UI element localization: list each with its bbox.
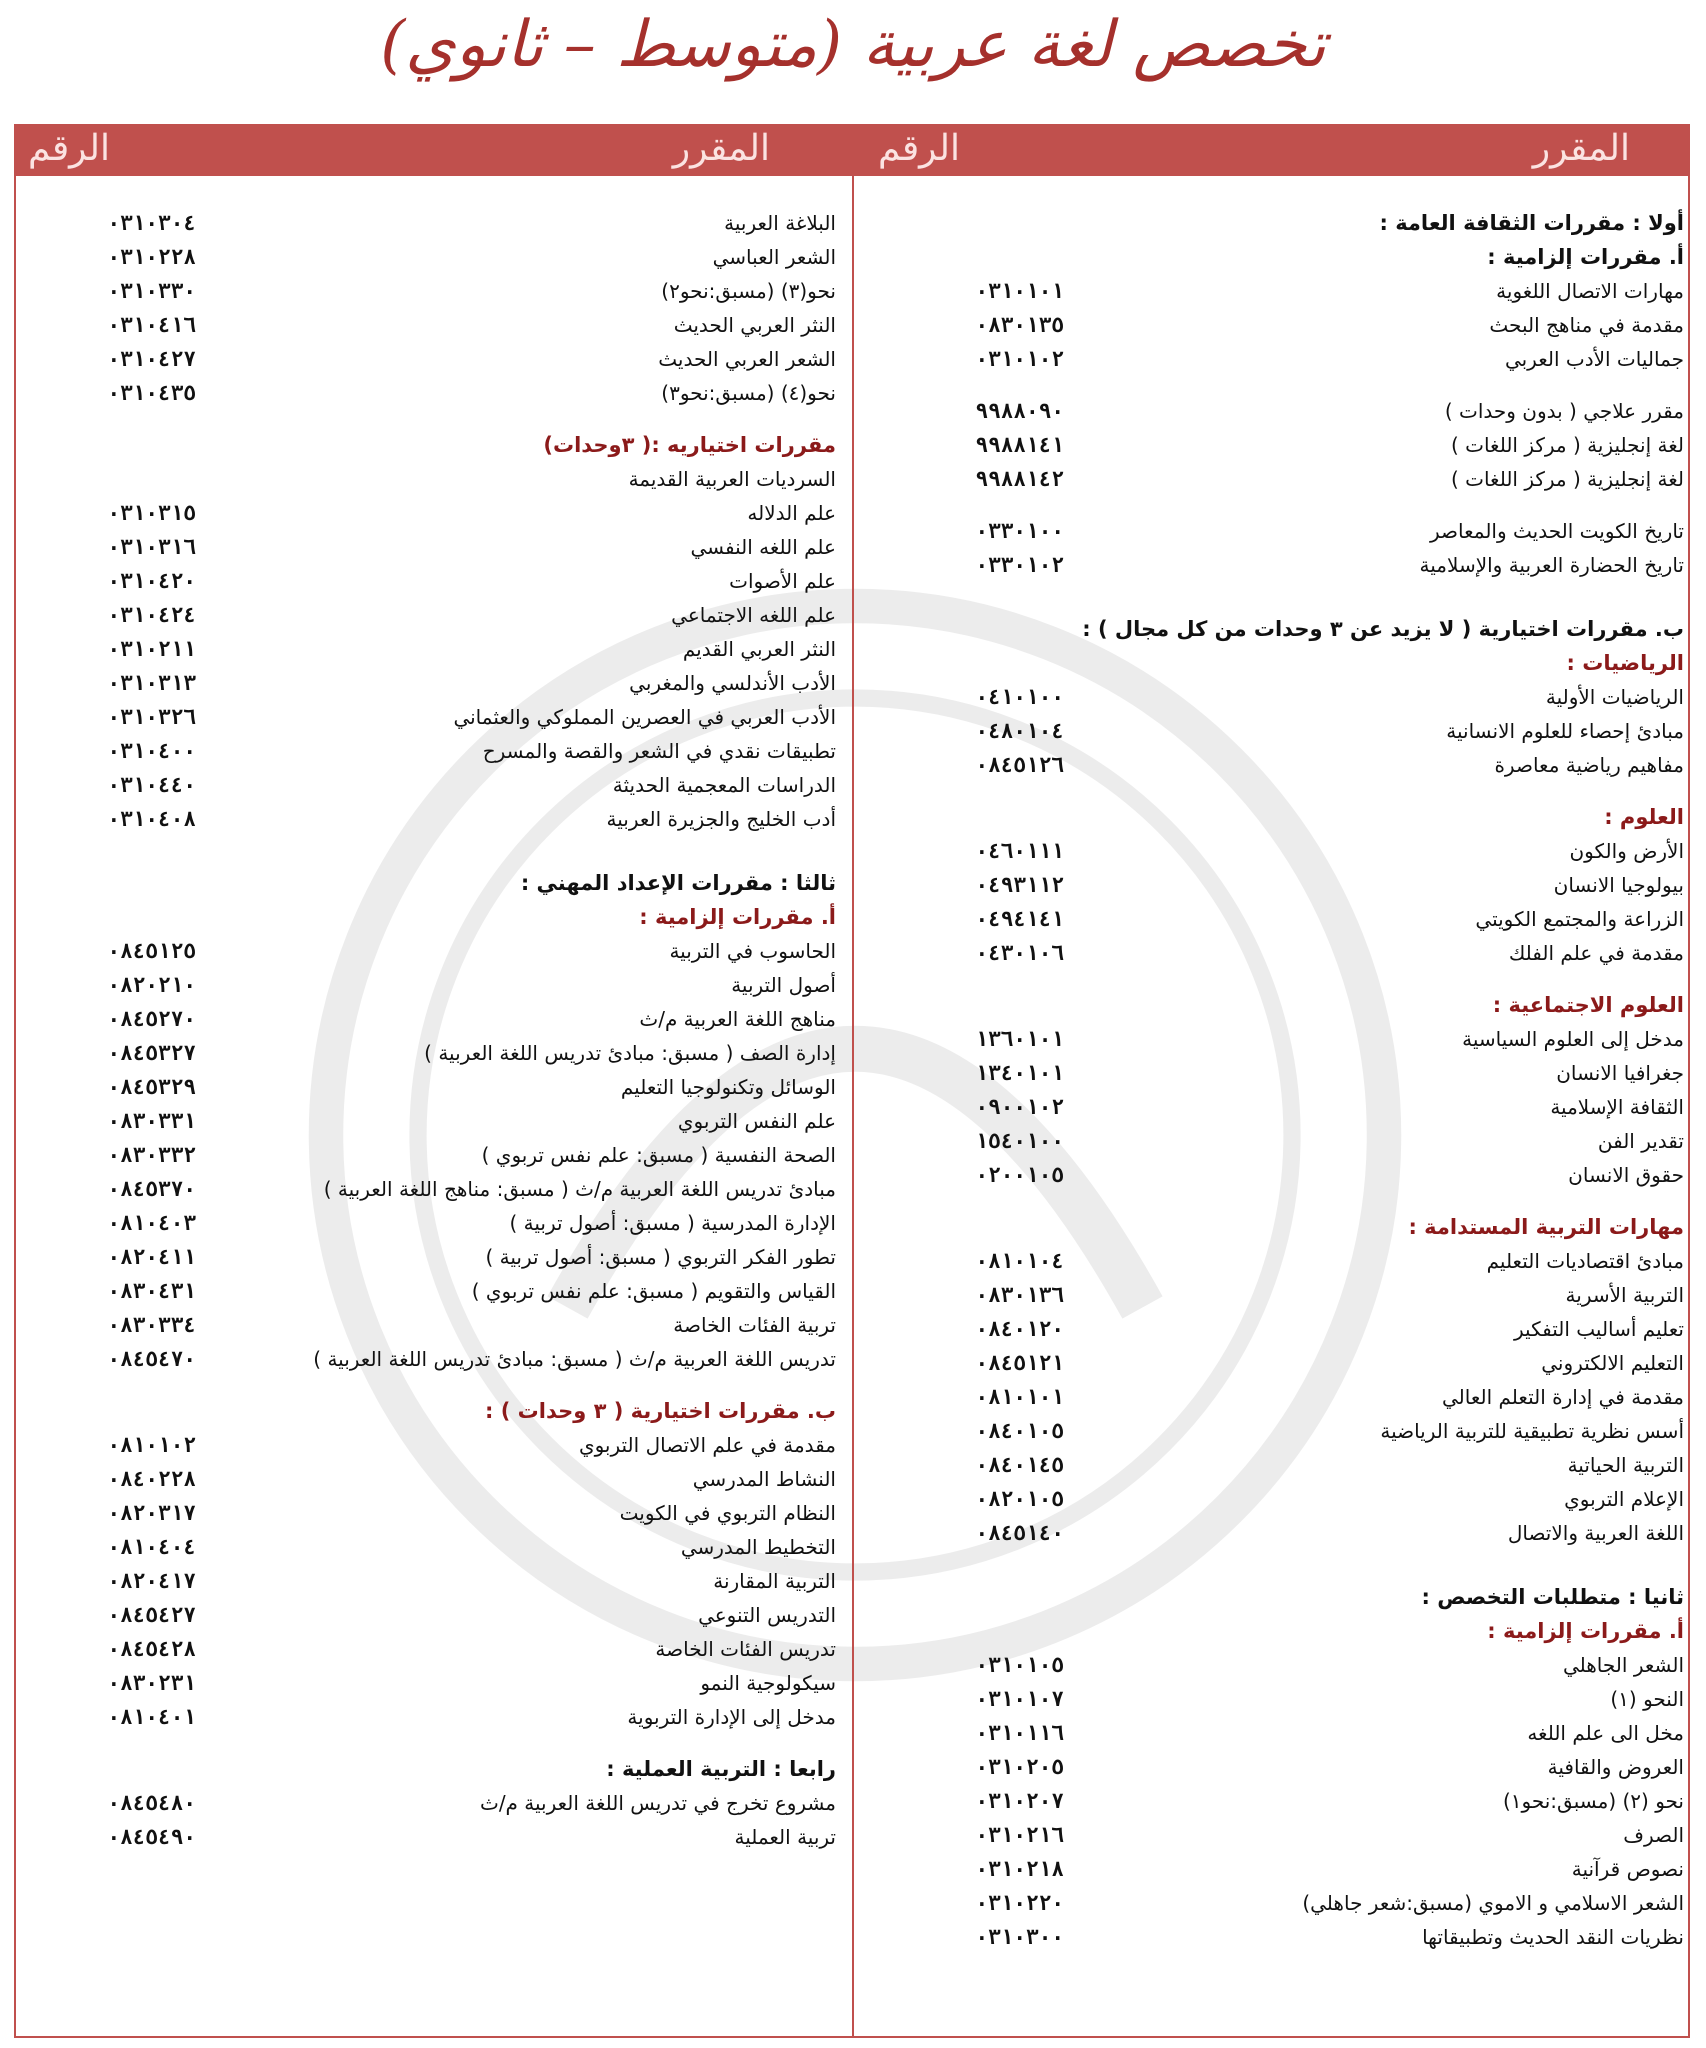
course-code: ١٣٤٠١٠١ <box>975 1061 1064 1085</box>
course-row <box>36 1240 836 1274</box>
course-code: ٠٣١٠٣١٣ <box>107 671 196 695</box>
spacer <box>864 376 1684 394</box>
course-row <box>864 1482 1684 1516</box>
course-name: التربية المقارنة <box>713 1569 836 1593</box>
course-row <box>864 1022 1684 1056</box>
course-row <box>864 428 1684 462</box>
course-name: النظام التربوي في الكويت <box>619 1501 836 1525</box>
course-name: مقدمة في مناهج البحث <box>1489 313 1684 337</box>
course-code: ٠٨٣٠٤٣١ <box>107 1279 196 1303</box>
spacer <box>36 836 836 866</box>
course-code: ٠٢٠٠١٠٥ <box>975 1163 1064 1187</box>
course-row <box>864 868 1684 902</box>
course-name: أصول التربية <box>731 973 836 997</box>
course-code: ٠٤٨٠١٠٤ <box>975 719 1064 743</box>
course-name: مفاهيم رياضية معاصرة <box>1494 753 1684 777</box>
course-name: التربية الحياتية <box>1567 1453 1684 1477</box>
course-name: مهارات الاتصال اللغوية <box>1496 279 1684 303</box>
course-name: علم اللغه الاجتماعي <box>671 603 836 627</box>
spacer <box>864 1192 1684 1210</box>
course-name: علم الأصوات <box>729 569 836 593</box>
course-row <box>864 680 1684 714</box>
course-name: التعليم الالكتروني <box>1541 1351 1684 1375</box>
course-name: الصرف <box>1623 1823 1684 1847</box>
course-row <box>36 598 836 632</box>
course-code: ٠٣١٠٣١٥ <box>107 501 196 525</box>
course-code: ٠٣١٠١٠٧ <box>975 1687 1064 1711</box>
section-title: ب. مقررات اختيارية ( لا يزيد عن ٣ وحدات من كل مجال ) : <box>1082 617 1684 641</box>
course-row <box>864 1090 1684 1124</box>
section-title: أ. مقررات إلزامية : <box>639 905 836 929</box>
section-title: ثانيا : متطلبات التخصص : <box>1421 1585 1684 1609</box>
course-code: ٠٨١٠١٠٢ <box>107 1433 196 1457</box>
course-name: أدب الخليج والجزيرة العربية <box>606 807 836 831</box>
course-code: ٠٨٤٥٤٨٠ <box>107 1791 196 1815</box>
course-code: ٠٣١٠١٠١ <box>975 279 1064 303</box>
course-name: مقدمة في إدارة التعلم العالي <box>1441 1385 1684 1409</box>
course-code: ٠٨٢٠٢١٠ <box>107 973 196 997</box>
spacer <box>36 1376 836 1394</box>
course-row <box>864 1886 1684 1920</box>
course-code: ٠٨١٠٤٠٤ <box>107 1535 196 1559</box>
course-row <box>36 1342 836 1376</box>
course-code: ٠٣١٠٢٠٥ <box>975 1755 1064 1779</box>
course-row <box>36 274 836 308</box>
course-name: التربية الأسرية <box>1565 1283 1684 1307</box>
course-code: ٠٣١٠٤٤٠ <box>107 773 196 797</box>
course-code: ٠٣٣٠١٠٠ <box>975 519 1064 543</box>
course-row <box>36 1598 836 1632</box>
left-column <box>36 206 836 1854</box>
course-name: السرديات العربية القديمة <box>628 467 836 491</box>
section-title: رابعا : التربية العملية : <box>606 1757 836 1781</box>
course-row <box>864 748 1684 782</box>
course-row <box>864 1852 1684 1886</box>
course-code: ٠٨٤٥٣٧٠ <box>107 1177 196 1201</box>
course-code: ٠٨٤٥٣٢٧ <box>107 1041 196 1065</box>
right-column <box>864 206 1684 1954</box>
course-code: ٩٩٨٨١٤١ <box>975 433 1064 457</box>
course-name: نحو(٣) (مسبق:نحو٢) <box>661 279 836 303</box>
course-name: النثر العربي القديم <box>682 637 836 661</box>
course-name: تاريخ الكويت الحديث والمعاصر <box>1430 519 1684 543</box>
course-code: ٠٨١٠٤٠٣ <box>107 1211 196 1235</box>
spacer <box>36 410 836 428</box>
course-row <box>864 936 1684 970</box>
course-row <box>36 1666 836 1700</box>
course-code: ٠٣١٠٣٣٠ <box>107 279 196 303</box>
header-number-left: الرقم <box>27 128 110 169</box>
section-title: ب. مقررات اختيارية ( ٣ وحدات ) : <box>485 1399 836 1423</box>
course-row <box>36 1462 836 1496</box>
course-row <box>864 1682 1684 1716</box>
course-code: ٩٩٨٨١٤٢ <box>975 467 1064 491</box>
course-row <box>36 462 836 496</box>
section-title: العلوم : <box>1604 805 1684 829</box>
section-heading <box>36 1394 836 1428</box>
course-code: ٠٣١٠١٠٢ <box>975 347 1064 371</box>
section-heading <box>36 900 836 934</box>
course-row <box>36 734 836 768</box>
course-code: ٠٨٤٥٤٧٠ <box>107 1347 196 1371</box>
course-name: الزراعة والمجتمع الكويتي <box>1475 907 1684 931</box>
course-row <box>36 968 836 1002</box>
course-code: ٠٣١٠٤٢٤ <box>107 603 196 627</box>
course-name: العروض والقافية <box>1547 1755 1684 1779</box>
course-name: الإعلام التربوي <box>1564 1487 1684 1511</box>
course-row <box>864 1124 1684 1158</box>
section-heading <box>36 866 836 900</box>
course-row <box>36 768 836 802</box>
course-code: ٠٣١٠٣٢٦ <box>107 705 196 729</box>
course-code: ٠٨٤٥٤٩٠ <box>107 1825 196 1849</box>
course-code: ٠٩٠٠١٠٢ <box>975 1095 1064 1119</box>
course-code: ٠٣١٠٣٠٠ <box>975 1925 1064 1949</box>
course-name: مدخل إلى الإدارة التربوية <box>627 1705 836 1729</box>
course-name: النشاط المدرسي <box>692 1467 836 1491</box>
course-code: ٠٣١٠٢١٨ <box>975 1857 1064 1881</box>
section-title: أ. مقررات إلزامية : <box>1487 1619 1684 1643</box>
course-name: تقدير الفن <box>1597 1129 1684 1153</box>
course-code: ١٣٦٠١٠١ <box>975 1027 1064 1051</box>
course-name: مخل الى علم اللغه <box>1527 1721 1684 1745</box>
course-name: الأدب العربي في العصرين المملوكي والعثماني <box>453 705 836 729</box>
course-name: الشعر الجاهلي <box>1562 1653 1684 1677</box>
course-row <box>864 308 1684 342</box>
course-row <box>36 530 836 564</box>
course-code: ٠٨١٠١٠٤ <box>975 1249 1064 1273</box>
course-row <box>36 934 836 968</box>
course-name: الحاسوب في التربية <box>669 939 836 963</box>
section-heading <box>864 646 1684 680</box>
course-name: تدريس الفئات الخاصة <box>655 1637 836 1661</box>
course-name: الدراسات المعجمية الحديثة <box>612 773 836 797</box>
course-code: ٠٣١٠٢٢٠ <box>975 1891 1064 1915</box>
course-code: ٠٣١٠١١٦ <box>975 1721 1064 1745</box>
course-name: بيولوجيا الانسان <box>1553 873 1684 897</box>
course-name: حقوق الانسان <box>1568 1163 1684 1187</box>
course-name: التخطيط المدرسي <box>680 1535 836 1559</box>
course-row <box>36 700 836 734</box>
course-name: التدريس التنوعي <box>698 1603 836 1627</box>
course-code: ٠٤١٠١٠٠ <box>975 685 1064 709</box>
course-name: النثر العربي الحديث <box>673 313 836 337</box>
course-row <box>36 632 836 666</box>
course-row <box>864 1056 1684 1090</box>
course-code: ٠٨٤٥١٢١ <box>975 1351 1064 1375</box>
page-title: تخصص لغة عربية (متوسط – ثانوي) <box>380 8 1326 82</box>
course-code: ٠٨٣٠٣٣٤ <box>107 1313 196 1337</box>
course-name: نصوص قرآنية <box>1571 1857 1684 1881</box>
course-code: ٠٣١٠٢٠٧ <box>975 1789 1064 1813</box>
course-name: تطور الفكر التربوي ( مسبق: أصول تربية ) <box>485 1245 836 1269</box>
course-code: ٠٣١٠١٠٥ <box>975 1653 1064 1677</box>
course-row <box>36 564 836 598</box>
course-name: تدريس اللغة العربية م/ث ( مسبق: مبادئ تدريس اللغة العربية ) <box>313 1347 836 1371</box>
course-row <box>864 1278 1684 1312</box>
course-code: ٠٣١٠٢٢٨ <box>107 245 196 269</box>
course-name: مشروع تخرج في تدريس اللغة العربية م/ث <box>479 1791 836 1815</box>
course-row <box>864 274 1684 308</box>
column-divider <box>852 124 854 2038</box>
header-course-left: المقرر <box>672 128 770 169</box>
section-heading <box>864 1210 1684 1244</box>
course-name: مدخل إلى العلوم السياسية <box>1462 1027 1684 1051</box>
course-code: ٠٣٣٠١٠٢ <box>975 553 1064 577</box>
course-name: الثقافة الإسلامية <box>1550 1095 1684 1119</box>
spacer <box>864 970 1684 988</box>
course-code: ٠٨١٠٤٠١ <box>107 1705 196 1729</box>
course-name: علم الدلاله <box>747 501 836 525</box>
course-row <box>36 1820 836 1854</box>
course-code: ٩٩٨٨٠٩٠ <box>975 399 1064 423</box>
course-name: الوسائل وتكنولوجيا التعليم <box>620 1075 836 1099</box>
course-code: ٠٨٢٠١٠٥ <box>975 1487 1064 1511</box>
course-code: ٠٨٤٠١٠٥ <box>975 1419 1064 1443</box>
course-code: ٠٨٤٥١٤٠ <box>975 1521 1064 1545</box>
course-name: مقدمة في علم الفلك <box>1508 941 1684 965</box>
course-code: ٠٣١٠٤٢٧ <box>107 347 196 371</box>
course-row <box>36 240 836 274</box>
course-code: ٠٨٣٠٣٣١ <box>107 1109 196 1133</box>
course-row <box>36 496 836 530</box>
section-heading <box>864 240 1684 274</box>
header-course-right: المقرر <box>1532 128 1630 169</box>
course-name: علم النفس التربوي <box>677 1109 836 1133</box>
course-row <box>36 1428 836 1462</box>
course-code: ٠٣١٠٢١١ <box>107 637 196 661</box>
course-name: جغرافيا الانسان <box>1556 1061 1684 1085</box>
section-heading <box>864 1614 1684 1648</box>
course-row <box>36 1172 836 1206</box>
course-row <box>36 666 836 700</box>
course-name: لغة إنجليزية ( مركز اللغات ) <box>1450 433 1684 457</box>
course-row <box>36 1700 836 1734</box>
course-code: ٠٨٤٥٣٢٩ <box>107 1075 196 1099</box>
course-code: ٠٣١٠٢١٦ <box>975 1823 1064 1847</box>
section-heading <box>36 1752 836 1786</box>
course-row <box>864 1920 1684 1954</box>
course-row <box>864 1818 1684 1852</box>
course-name: مقدمة في علم الاتصال التربوي <box>578 1433 836 1457</box>
course-name: إدارة الصف ( مسبق: مبادئ تدريس اللغة العربية ) <box>424 1041 836 1065</box>
spacer <box>864 496 1684 514</box>
course-code: ٠٣١٠٤٠٨ <box>107 807 196 831</box>
course-code: ٠٨٤٥٤٢٨ <box>107 1637 196 1661</box>
course-code: ٠٨٤٠١٤٥ <box>975 1453 1064 1477</box>
course-name: البلاغة العربية <box>724 211 836 235</box>
course-code: ٠٨٣٠١٣٦ <box>975 1283 1064 1307</box>
course-code: ٠٣١٠٤١٦ <box>107 313 196 337</box>
course-name: تعليم أساليب التفكير <box>1514 1317 1684 1341</box>
course-name: الأرض والكون <box>1569 839 1684 863</box>
course-name: نحو (٢) (مسبق:نحو١) <box>1502 1789 1684 1813</box>
course-name: مناهج اللغة العربية م/ث <box>639 1007 836 1031</box>
section-heading <box>864 800 1684 834</box>
course-name: مبادئ اقتصاديات التعليم <box>1486 1249 1684 1273</box>
section-title: ثالثا : مقررات الإعداد المهني : <box>520 871 836 895</box>
course-name: القياس والتقويم ( مسبق: علم نفس تربوي ) <box>471 1279 836 1303</box>
course-code: ٠٨٤٥١٢٦ <box>975 753 1064 777</box>
course-code: ٠٤٩٣١١٢ <box>975 873 1064 897</box>
course-code: ٠٨٣٠١٣٥ <box>975 313 1064 337</box>
section-heading <box>864 206 1684 240</box>
course-code: ٠٤٩٤١٤١ <box>975 907 1064 931</box>
course-row <box>36 1308 836 1342</box>
course-row <box>864 462 1684 496</box>
course-name: الشعر العربي الحديث <box>658 347 836 371</box>
section-title: مهارات التربية المستدامة : <box>1408 1215 1684 1239</box>
course-row <box>36 206 836 240</box>
course-row <box>864 1516 1684 1550</box>
course-name: علم اللغه النفسي <box>690 535 836 559</box>
course-name: تربية الفئات الخاصة <box>673 1313 836 1337</box>
course-row <box>864 394 1684 428</box>
course-name: أسس نظرية تطبيقية للتربية الرياضية <box>1380 1419 1684 1443</box>
course-row <box>864 1380 1684 1414</box>
course-row <box>36 1138 836 1172</box>
spacer <box>864 582 1684 612</box>
course-row <box>36 342 836 376</box>
course-name: الشعر الاسلامي و الاموي (مسبق:شعر جاهلي) <box>1302 1891 1684 1915</box>
course-row <box>864 548 1684 582</box>
course-code: ٠٨١٠١٠١ <box>975 1385 1064 1409</box>
course-name: لغة إنجليزية ( مركز اللغات ) <box>1450 467 1684 491</box>
section-heading <box>864 1580 1684 1614</box>
course-code: ٠٨٣٠٣٣٢ <box>107 1143 196 1167</box>
course-row <box>864 342 1684 376</box>
course-name: اللغة العربية والاتصال <box>1507 1521 1684 1545</box>
course-row <box>36 1104 836 1138</box>
course-code: ٠٨٣٠٢٣١ <box>107 1671 196 1695</box>
course-code: ٠٣١٠٤٣٥ <box>107 381 196 405</box>
course-code: ٠٣١٠٣١٦ <box>107 535 196 559</box>
course-code: ٠٨٤٠١٢٠ <box>975 1317 1064 1341</box>
section-title: الرياضيات : <box>1566 651 1684 675</box>
course-code: ٠٨٤٥٤٢٧ <box>107 1603 196 1627</box>
course-name: مبادئ إحصاء للعلوم الانسانية <box>1446 719 1684 743</box>
section-heading <box>864 988 1684 1022</box>
course-name: الصحة النفسية ( مسبق: علم نفس تربوي ) <box>481 1143 836 1167</box>
course-code: ٠٣١٠٤٠٠ <box>107 739 196 763</box>
course-row <box>864 714 1684 748</box>
course-row <box>864 1312 1684 1346</box>
course-row <box>864 902 1684 936</box>
course-name: نظريات النقد الحديث وتطبيقاتها <box>1422 1925 1684 1949</box>
course-row <box>864 1716 1684 1750</box>
course-name: جماليات الأدب العربي <box>1504 347 1684 371</box>
course-row <box>864 1346 1684 1380</box>
course-row <box>36 1564 836 1598</box>
course-name: الإدارة المدرسية ( مسبق: أصول تربية ) <box>509 1211 836 1235</box>
course-row <box>864 514 1684 548</box>
spacer <box>864 1550 1684 1580</box>
course-row <box>864 1448 1684 1482</box>
course-name: تربية العملية <box>734 1825 836 1849</box>
course-code: ٠٤٦٠١١١ <box>975 839 1064 863</box>
course-row <box>36 1002 836 1036</box>
course-row <box>36 1274 836 1308</box>
course-name: سيكولوجية النمو <box>700 1671 836 1695</box>
spacer <box>36 1734 836 1752</box>
header-number-right: الرقم <box>877 128 960 169</box>
section-title: العلوم الاجتماعية : <box>1492 993 1684 1017</box>
course-name: الرياضيات الأولية <box>1545 685 1684 709</box>
course-code: ٠٣١٠٣٠٤ <box>107 211 196 235</box>
course-row <box>36 802 836 836</box>
course-name: مقرر علاجي ( بدون وحدات ) <box>1444 399 1684 423</box>
course-name: تطبيقات نقدي في الشعر والقصة والمسرح <box>482 739 836 763</box>
course-name: تاريخ الحضارة العربية والإسلامية <box>1419 553 1684 577</box>
course-row <box>36 1206 836 1240</box>
course-row <box>36 1786 836 1820</box>
course-row <box>864 834 1684 868</box>
course-row <box>36 1530 836 1564</box>
section-title: مقررات اختياريه :( ٣وحدات) <box>543 433 836 457</box>
course-code: ٠٨٤٥١٢٥ <box>107 939 196 963</box>
course-row <box>36 376 836 410</box>
course-row <box>36 1496 836 1530</box>
section-title: أ. مقررات إلزامية : <box>1487 245 1684 269</box>
course-row <box>36 1036 836 1070</box>
course-row <box>864 1750 1684 1784</box>
course-code: ٠٤٣٠١٠٦ <box>975 941 1064 965</box>
course-code: ٠٨٤٠٢٢٨ <box>107 1467 196 1491</box>
section-heading <box>864 612 1684 646</box>
course-code: ١٥٤٠١٠٠ <box>975 1129 1064 1153</box>
course-row <box>864 1648 1684 1682</box>
course-code: ٠٨٤٥٢٧٠ <box>107 1007 196 1031</box>
course-row <box>864 1158 1684 1192</box>
course-code: ٠٣١٠٤٢٠ <box>107 569 196 593</box>
course-row <box>864 1244 1684 1278</box>
course-row <box>864 1414 1684 1448</box>
course-name: النحو (١) <box>1610 1687 1684 1711</box>
course-code: ٠٨٢٠٤١١ <box>107 1245 196 1269</box>
course-name: الشعر العباسي <box>712 245 836 269</box>
course-row <box>864 1784 1684 1818</box>
section-heading <box>36 428 836 462</box>
course-name: الأدب الأندلسي والمغربي <box>629 671 836 695</box>
course-code: ٠٨٢٠٤١٧ <box>107 1569 196 1593</box>
course-row <box>36 1070 836 1104</box>
section-title: أولا : مقررات الثقافة العامة : <box>1379 211 1684 235</box>
course-row <box>36 1632 836 1666</box>
course-row <box>36 308 836 342</box>
spacer <box>864 782 1684 800</box>
course-name: مبادئ تدريس اللغة العربية م/ث ( مسبق: مناهج اللغة العربية ) <box>323 1177 836 1201</box>
course-name: نحو(٤) (مسبق:نحو٣) <box>661 381 836 405</box>
course-code: ٠٨٢٠٣١٧ <box>107 1501 196 1525</box>
